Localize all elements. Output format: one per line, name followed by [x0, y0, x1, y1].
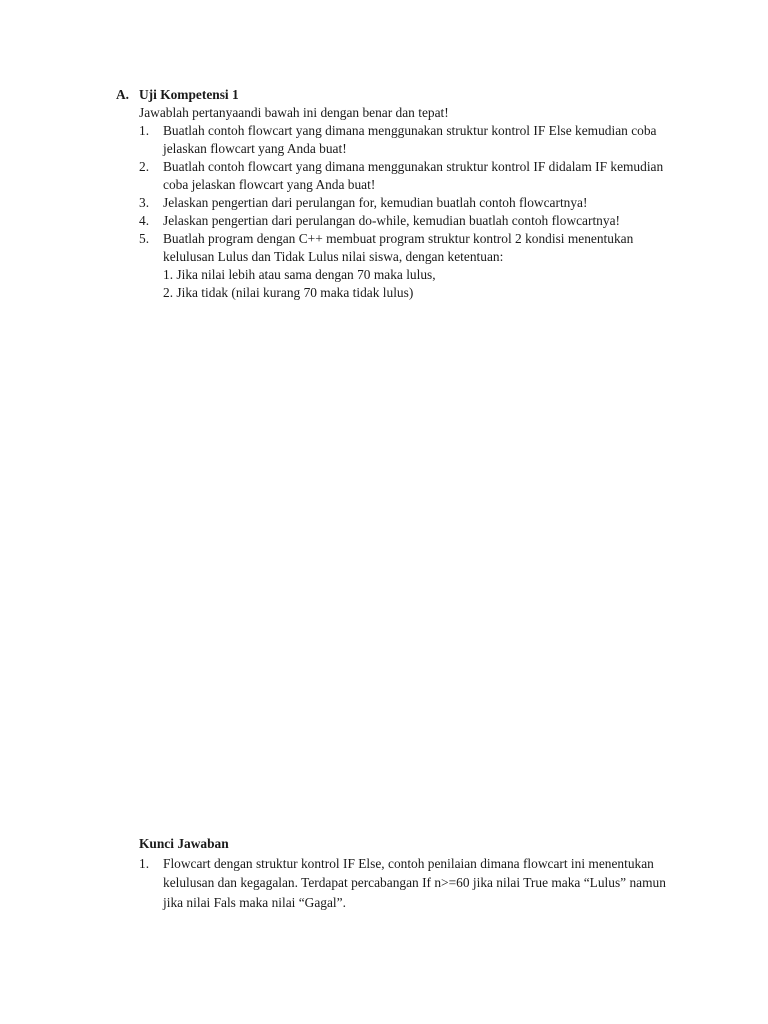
question-number: 1.: [139, 123, 150, 138]
question-condition: 2. Jika tidak (nilai kurang 70 maka tidak lulus): [163, 285, 414, 300]
question-number: 4.: [139, 213, 150, 228]
question-item: [139, 212, 676, 230]
answer-item: [139, 854, 679, 913]
question-item: [139, 230, 676, 302]
question-item: [139, 194, 676, 212]
question-number: 2.: [139, 159, 150, 174]
answer-key-title: Kunci Jawaban: [139, 836, 229, 851]
question-number: 5.: [139, 231, 150, 246]
section-title: Uji Kompetensi 1: [139, 87, 239, 102]
question-text: Jelaskan pengertian dari perulangan for, kemudian buatlah contoh flowcartnya!: [163, 195, 588, 210]
question-text: Jelaskan pengertian dari perulangan do-while, kemudian buatlah contoh flowcartnya!: [163, 213, 620, 228]
section-intro: Jawablah pertanyaandi bawah ini dengan benar dan tepat!: [139, 105, 449, 120]
exercise-section: [116, 86, 676, 302]
question-text: Buatlah contoh flowcart yang dimana menggunakan struktur kontrol IF Else kemudian coba jelaskan flowcart yang Anda buat!: [163, 123, 657, 156]
question-item: [139, 158, 676, 194]
question-number: 3.: [139, 195, 150, 210]
answer-number: 1.: [139, 855, 150, 871]
question-list: [139, 122, 676, 302]
question-text: Buatlah contoh flowcart yang dimana menggunakan struktur kontrol IF didalam IF kemudian coba jelaskan flowcart yang Anda buat!: [163, 159, 664, 192]
question-item: [139, 122, 676, 158]
answer-text: Flowcart dengan struktur kontrol IF Else, contoh penilaian dimana flowcart ini menentukan kelulusan dan kegagalan. Terdapat percabangan If n>=60 jika nilai True maka “Lulus” namun jika nilai Fals maka nilai “Gagal”.: [163, 855, 666, 910]
section-heading: [116, 86, 676, 104]
answer-key-section: [139, 834, 679, 912]
question-condition: 1. Jika nilai lebih atau sama dengan 70 maka lulus,: [163, 267, 436, 282]
answer-list: [139, 854, 679, 913]
question-text: Buatlah program dengan C++ membuat program struktur kontrol 2 kondisi menentukan kelulusan Lulus dan Tidak Lulus nilai siswa, dengan ketentuan:: [163, 231, 634, 264]
question-text-block: [163, 230, 676, 302]
section-letter: A.: [116, 87, 130, 102]
